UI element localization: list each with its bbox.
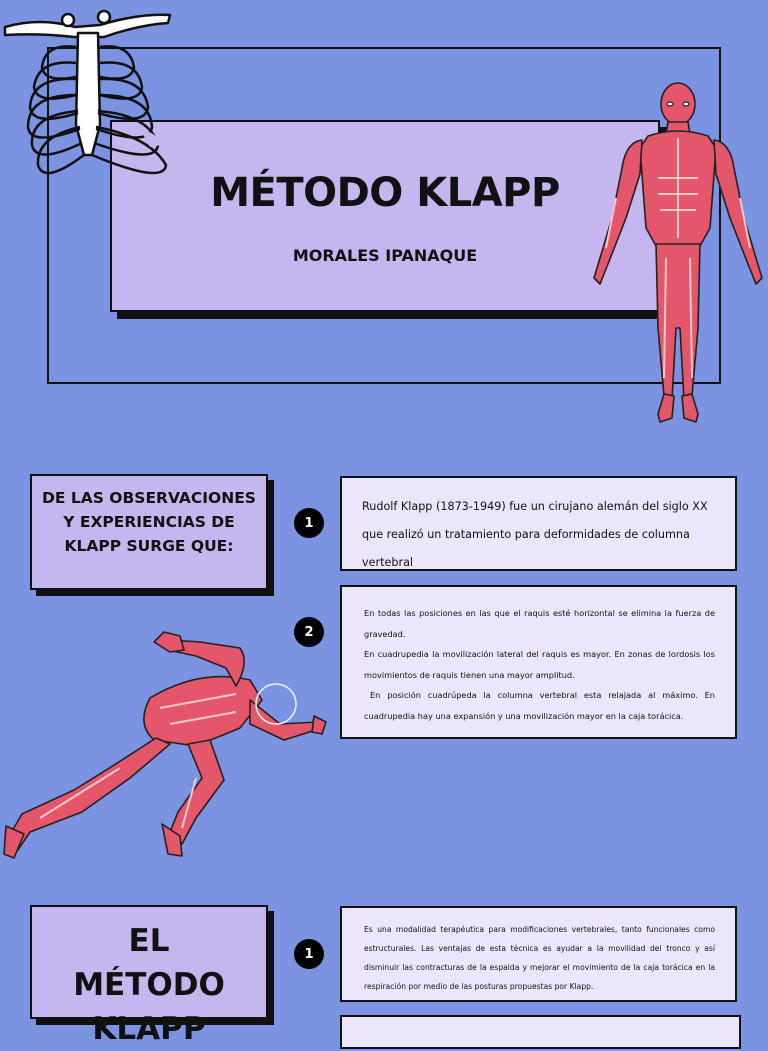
- section-2-item-1-box: [340, 906, 737, 1002]
- page-title: MÉTODO KLAPP: [210, 170, 560, 216]
- standing-muscle-figure-illustration: [586, 78, 768, 434]
- section-1-item-2-box: [340, 585, 737, 739]
- section-1-item-2-paragraph-2: En cuadrupedia la movilización lateral del raquis es mayor. En zonas de lordosis los movimientos de raquis tienen una mayor amplitud.: [364, 649, 715, 680]
- section-1-item-2-number: 2: [294, 617, 324, 647]
- title-card: [110, 120, 660, 312]
- section-2-heading-card: [30, 905, 268, 1047]
- section-1-heading-card: [30, 474, 268, 590]
- section-2-item-2-box-partial: [340, 1015, 741, 1049]
- section-1-item-1-number: 1: [294, 508, 324, 538]
- section-2-item-1-number: 1: [294, 939, 324, 969]
- section-1-item-1-text: Rudolf Klapp (1873-1949) fue un cirujano alemán del siglo XX que realizó un tratamiento para deformidades de columna vertebral: [362, 500, 708, 569]
- author-name: MORALES IPANAQUE: [292, 246, 478, 265]
- section-2-item-1-text: Es una modalidad terapéutica para modificaciones vertebrales, tanto funcionales como estructurales. Las ventajas de esta técnica es ayudar a la movilidad del tronco y así disminuir las contracturas de la espalda y mejorar el movimiento de la caja torácica en la respiración por medio de las posturas propuestas por Klapp.: [364, 925, 715, 991]
- section-1-item-2-paragraph-3: En posición cuadrúpeda la columna vertebral esta relajada al máximo. En cuadrupedia hay una expansión y una movilización mayor en la caja torácica.: [364, 690, 715, 721]
- sprinter-muscle-figure-illustration: [0, 628, 330, 864]
- section-2-heading: EL MÉTODO KLAPP: [73, 923, 225, 1047]
- section-1-item-2-paragraph-1: En todas las posiciones en las que el raquis esté horizontal se elimina la fuerza de gravedad.: [364, 608, 715, 639]
- section-1-heading: DE LAS OBSERVACIONES Y EXPERIENCIAS DE KLAPP SURGE QUE:: [42, 489, 256, 555]
- ribcage-illustration: [0, 5, 180, 195]
- section-1-item-1-box: [340, 476, 737, 571]
